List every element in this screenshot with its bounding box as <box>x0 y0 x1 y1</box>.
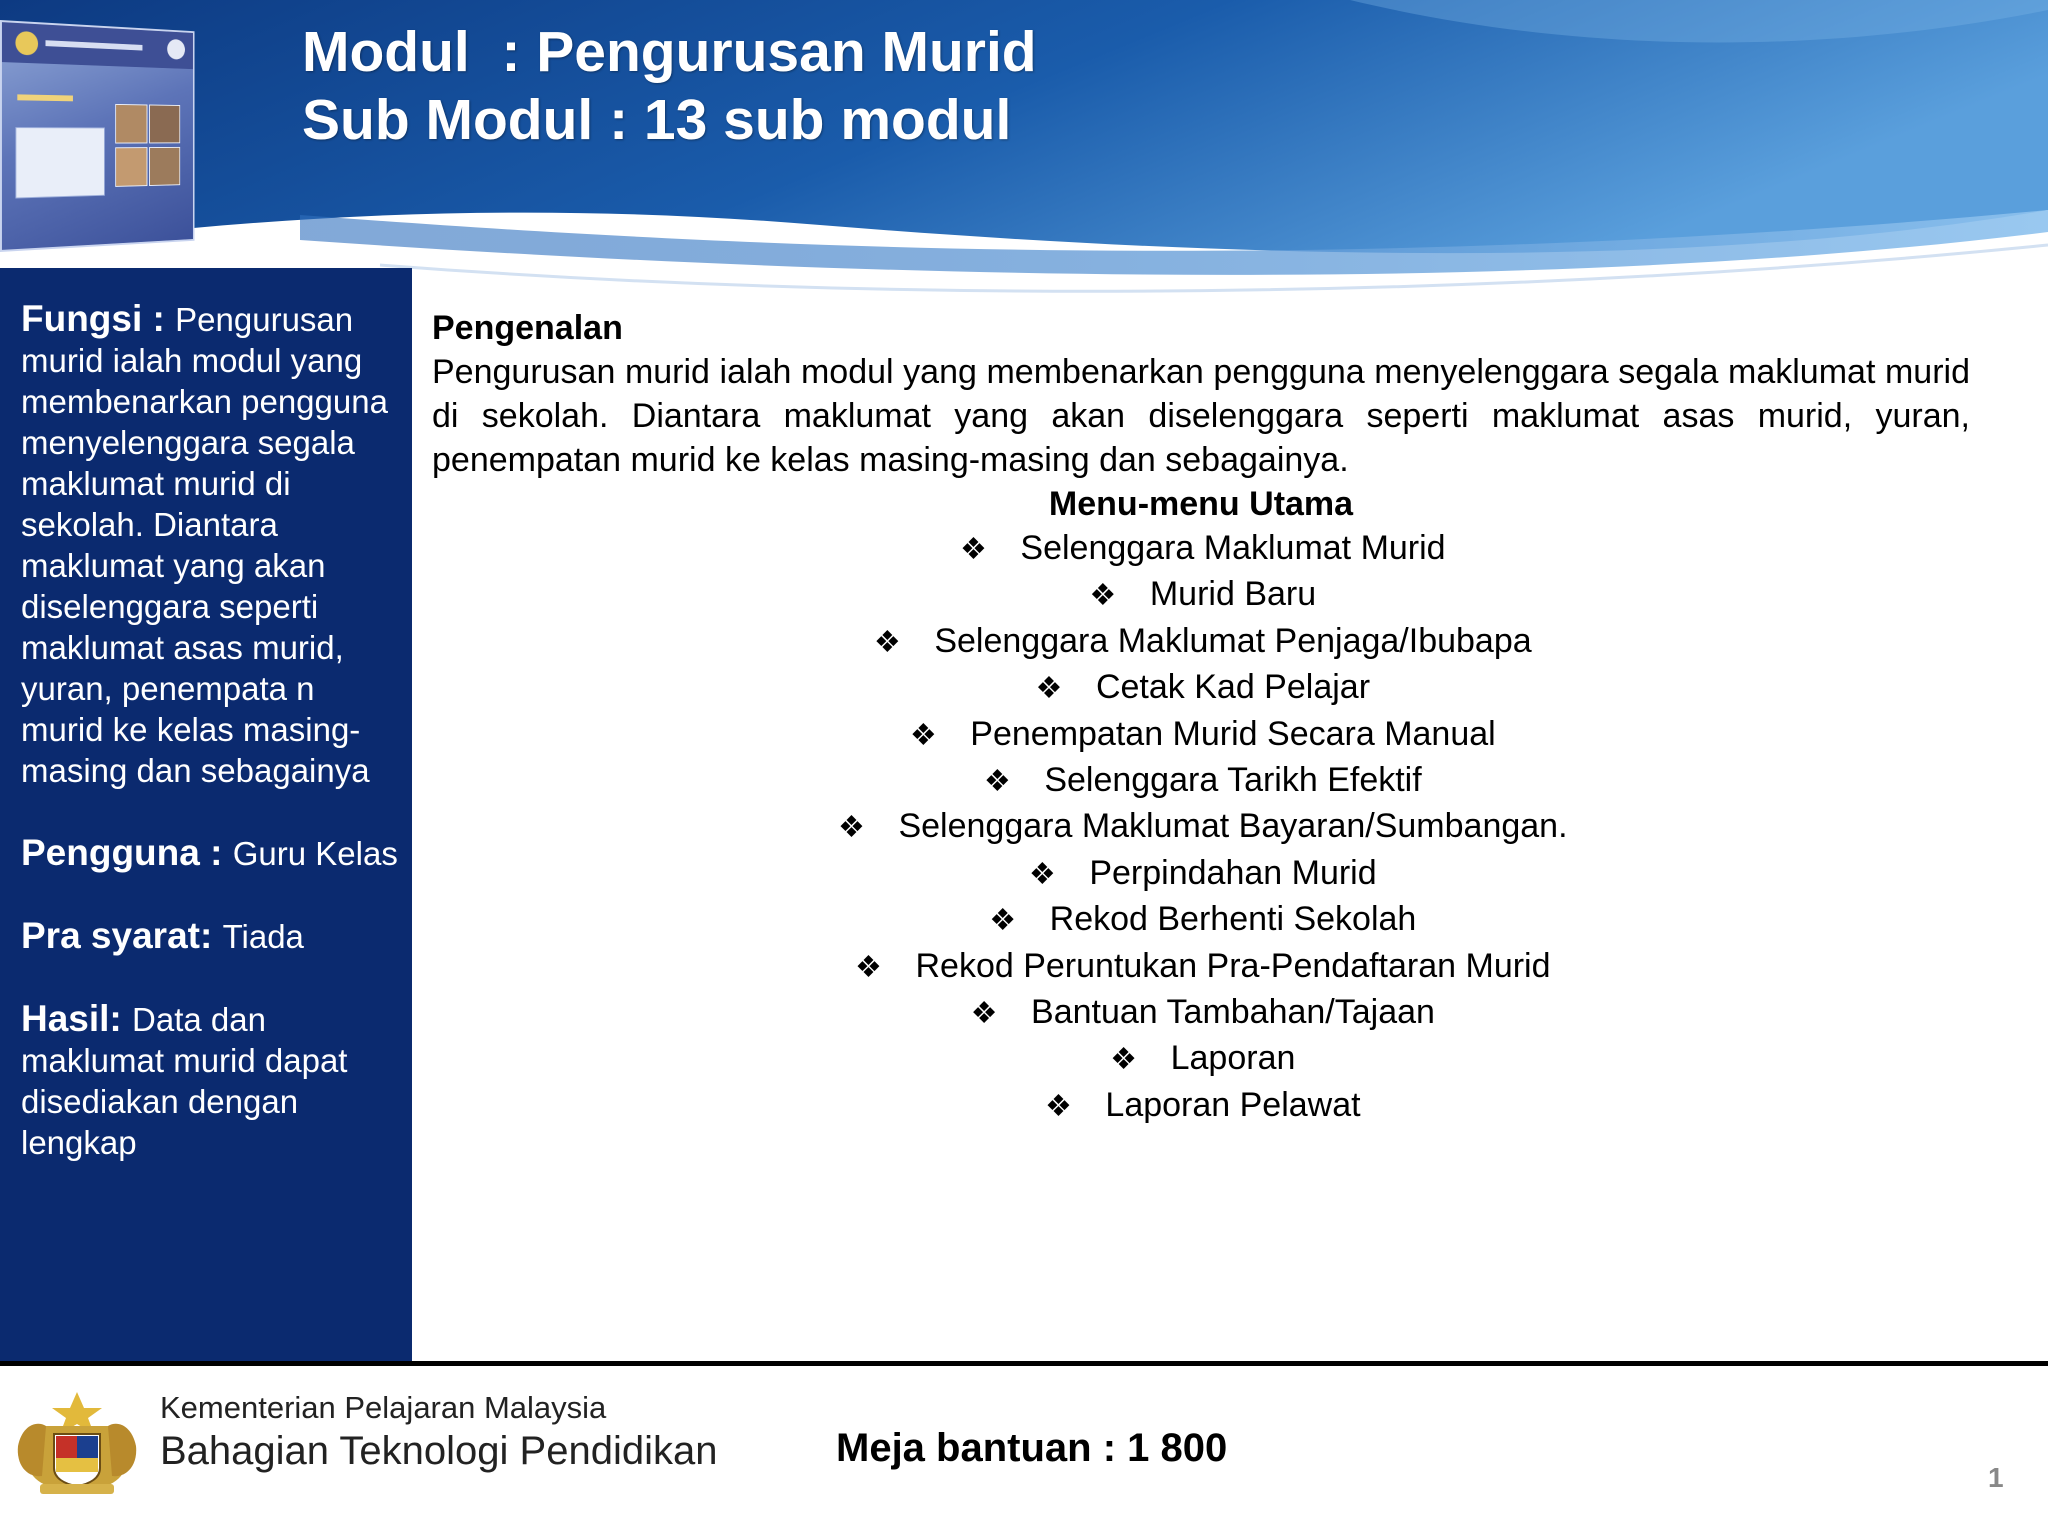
menu-item-label: Selenggara Maklumat Penjaga/Ibubapa <box>934 621 1532 660</box>
diamond-bullet-icon: ❖ <box>873 625 901 659</box>
menu-item <box>432 851 1970 897</box>
diamond-bullet-icon: ❖ <box>1035 672 1063 706</box>
diamond-bullet-icon: ❖ <box>1044 1089 1072 1123</box>
submodule-title: Sub Modul : 13 sub modul <box>302 88 1012 152</box>
menu-item <box>432 944 1970 990</box>
pengguna-label: Pengguna : <box>21 832 233 873</box>
hasil-text: Data dan maklumat murid dapat disediakan dengan lengkap <box>21 1001 348 1161</box>
diamond-bullet-icon: ❖ <box>1028 857 1056 891</box>
menu-item <box>432 758 1970 804</box>
menu-item-label: Rekod Berhenti Sekolah <box>1049 900 1417 939</box>
menu-item <box>432 1036 1970 1082</box>
diamond-bullet-icon: ❖ <box>989 904 1017 938</box>
diamond-bullet-icon: ❖ <box>1089 579 1117 613</box>
diamond-bullet-icon: ❖ <box>983 765 1011 799</box>
pengguna-section <box>21 832 398 874</box>
prasyarat-text: Tiada <box>222 918 304 955</box>
helpdesk-number: Meja bantuan : 1 800 <box>836 1426 1228 1470</box>
menu-item <box>432 526 1970 572</box>
pengguna-text: Guru Kelas <box>232 835 398 872</box>
ministry-name: Kementerian Pelajaran Malaysia <box>160 1390 607 1425</box>
fungsi-text: Pengurusan murid ialah modul yang membenarkan pengguna menyelenggara segala maklumat murid di sekolah. Diantara maklumat yang akan diselenggara seperti maklumat asas murid, yuran, penempata n murid ke kelas masing-masing dan sebagainya <box>21 301 388 789</box>
hasil-section <box>21 998 398 1163</box>
menu-item <box>432 712 1970 758</box>
system-screenshot-thumbnail <box>0 20 195 252</box>
menu-item-label: Cetak Kad Pelajar <box>1095 668 1371 707</box>
page-number: 1 <box>1988 1462 2004 1493</box>
prasyarat-label: Pra syarat: <box>21 915 223 956</box>
menu-item <box>432 804 1970 850</box>
menu-heading: Menu-menu Utama <box>1048 485 1354 523</box>
menu-item-label: Penempatan Murid Secara Manual <box>970 714 1496 753</box>
menu-list <box>432 526 1970 1129</box>
menu-item-label: Selenggara Maklumat Bayaran/Sumbangan. <box>898 807 1568 846</box>
menu-item-label: Murid Baru <box>1149 575 1317 614</box>
division-name: Bahagian Teknologi Pendidikan <box>160 1429 718 1473</box>
diamond-bullet-icon: ❖ <box>855 950 882 984</box>
main-content <box>432 306 1970 1129</box>
fungsi-section <box>21 298 398 791</box>
diamond-bullet-icon: ❖ <box>909 718 937 752</box>
diamond-bullet-icon: ❖ <box>959 533 987 566</box>
diamond-bullet-icon: ❖ <box>838 811 865 845</box>
menu-item <box>432 897 1970 943</box>
module-title: Modul : Pengurusan Murid <box>302 20 1037 84</box>
menu-item <box>432 572 1970 618</box>
fungsi-label: Fungsi : <box>21 298 176 339</box>
menu-item <box>432 990 1970 1036</box>
coat-of-arms-icon <box>10 1386 144 1496</box>
menu-item-label: Selenggara Maklumat Murid <box>1020 529 1446 567</box>
prasyarat-section <box>21 915 398 957</box>
diamond-bullet-icon: ❖ <box>1110 1043 1138 1077</box>
sidebar-info-panel <box>0 268 412 1364</box>
menu-item <box>432 665 1970 711</box>
menu-item-label: Perpindahan Murid <box>1089 853 1377 892</box>
menu-item-label: Selenggara Tarikh Efektif <box>1044 761 1422 800</box>
intro-paragraph: Pengurusan murid ialah modul yang membenarkan pengguna menyelenggara segala maklumat murid di sekolah. Diantara maklumat yang akan diselenggara seperti maklumat asas murid, yuran, penempatan murid ke kelas masing-masing dan sebagainya. <box>432 353 1970 479</box>
hasil-label: Hasil: <box>21 998 133 1039</box>
menu-item-label: Bantuan Tambahan/Tajaan <box>1031 993 1435 1032</box>
menu-item <box>432 619 1970 665</box>
diamond-bullet-icon: ❖ <box>970 997 998 1031</box>
menu-item-label: Laporan Pelawat <box>1105 1085 1361 1124</box>
menu-item-label: Rekod Peruntukan Pra-Pendaftaran Murid <box>915 946 1551 985</box>
menu-item <box>432 1083 1970 1129</box>
footer-divider <box>0 1361 2048 1366</box>
menu-item-label: Laporan <box>1170 1039 1296 1078</box>
intro-heading: Pengenalan <box>432 309 623 347</box>
page-title <box>302 18 1037 154</box>
